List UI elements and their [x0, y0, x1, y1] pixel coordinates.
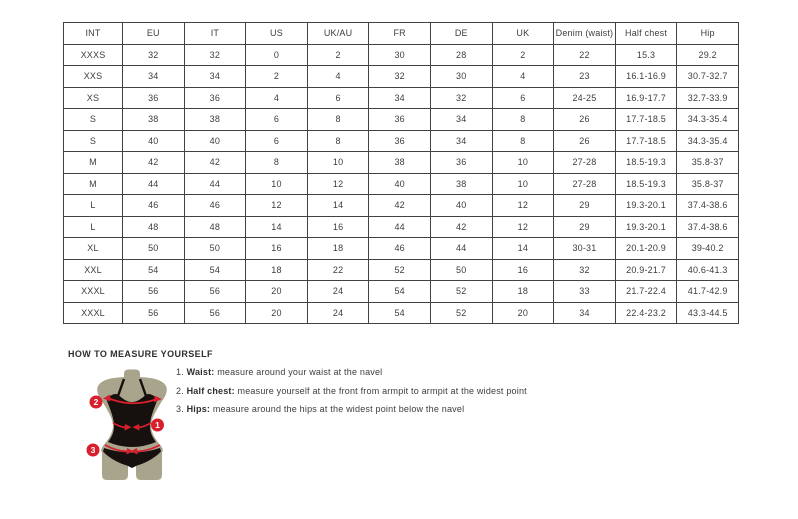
- table-cell: 38: [369, 152, 431, 174]
- table-cell: 40.6-41.3: [677, 259, 739, 281]
- table-cell: 52: [369, 259, 431, 281]
- table-cell: 27-28: [554, 152, 616, 174]
- table-cell: S: [64, 109, 123, 131]
- table-cell: 40: [430, 195, 492, 217]
- column-header: Denim (waist): [554, 23, 616, 45]
- table-cell: 34: [184, 66, 246, 88]
- table-cell: 10: [307, 152, 369, 174]
- table-cell: 6: [246, 109, 308, 131]
- table-cell: 34.3-35.4: [677, 130, 739, 152]
- table-cell: 56: [184, 302, 246, 324]
- table-cell: 33: [554, 281, 616, 303]
- table-cell: 30: [430, 66, 492, 88]
- table-cell: 4: [246, 87, 308, 109]
- step-item: [176, 367, 527, 378]
- table-cell: 12: [492, 195, 554, 217]
- table-cell: 24-25: [554, 87, 616, 109]
- table-cell: 34: [123, 66, 185, 88]
- table-cell: 26: [554, 109, 616, 131]
- column-header: EU: [123, 23, 185, 45]
- table-cell: 2: [492, 44, 554, 66]
- table-cell: S: [64, 130, 123, 152]
- table-cell: 46: [123, 195, 185, 217]
- table-cell: 29: [554, 195, 616, 217]
- table-row: [64, 66, 739, 88]
- table-cell: 54: [369, 281, 431, 303]
- step-description: measure around the hips at the widest point below the navel: [212, 404, 465, 414]
- column-header: FR: [369, 23, 431, 45]
- table-cell: 16: [307, 216, 369, 238]
- table-cell: 23: [554, 66, 616, 88]
- column-header: IT: [184, 23, 246, 45]
- table-cell: 54: [184, 259, 246, 281]
- table-row: [64, 152, 739, 174]
- step-term: Half chest:: [186, 385, 235, 396]
- table-cell: XXXL: [64, 302, 123, 324]
- table-cell: 48: [184, 216, 246, 238]
- table-cell: 34.3-35.4: [677, 109, 739, 131]
- table-cell: 36: [184, 87, 246, 109]
- table-cell: 29: [554, 216, 616, 238]
- table-cell: 21.7-22.4: [615, 281, 677, 303]
- table-cell: 19.3-20.1: [615, 195, 677, 217]
- table-cell: 4: [307, 66, 369, 88]
- table-cell: 41.7-42.9: [677, 281, 739, 303]
- table-row: [64, 87, 739, 109]
- table-cell: 14: [492, 238, 554, 260]
- table-cell: 37.4-38.6: [677, 195, 739, 217]
- table-cell: XXXS: [64, 44, 123, 66]
- table-cell: 20.9-21.7: [615, 259, 677, 281]
- table-cell: 15.3: [615, 44, 677, 66]
- table-cell: 50: [430, 259, 492, 281]
- table-cell: 56: [123, 281, 185, 303]
- table-row: [64, 173, 739, 195]
- table-cell: 29.2: [677, 44, 739, 66]
- table-row: [64, 281, 739, 303]
- table-row: [64, 302, 739, 324]
- table-cell: 50: [123, 238, 185, 260]
- table-cell: 12: [246, 195, 308, 217]
- marker-2-label: 2: [93, 397, 99, 407]
- table-row: [64, 130, 739, 152]
- step-number: 1.: [176, 367, 184, 377]
- table-cell: 17.7-18.5: [615, 109, 677, 131]
- table-cell: 18: [307, 238, 369, 260]
- step-item: [176, 404, 527, 415]
- table-cell: 34: [430, 109, 492, 131]
- table-cell: 20: [492, 302, 554, 324]
- table-cell: 6: [246, 130, 308, 152]
- table-cell: 42: [369, 195, 431, 217]
- table-cell: 10: [246, 173, 308, 195]
- table-cell: 16.9-17.7: [615, 87, 677, 109]
- table-cell: 2: [246, 66, 308, 88]
- table-cell: XL: [64, 238, 123, 260]
- table-cell: 14: [307, 195, 369, 217]
- table-cell: 14: [246, 216, 308, 238]
- size-chart-body: [64, 44, 739, 324]
- table-cell: 28: [430, 44, 492, 66]
- table-row: [64, 44, 739, 66]
- table-cell: XXL: [64, 259, 123, 281]
- table-cell: 46: [369, 238, 431, 260]
- table-cell: 18: [246, 259, 308, 281]
- table-cell: 42: [430, 216, 492, 238]
- table-row: [64, 216, 739, 238]
- size-chart-header-row: [64, 23, 739, 45]
- table-row: [64, 195, 739, 217]
- table-cell: M: [64, 152, 123, 174]
- step-description: measure yourself at the front from armpit to armpit at the widest point: [237, 385, 527, 396]
- table-cell: 40: [184, 130, 246, 152]
- table-cell: 30: [369, 44, 431, 66]
- table-cell: 38: [184, 109, 246, 131]
- table-cell: 26: [554, 130, 616, 152]
- size-chart-table: [63, 22, 739, 324]
- step-term: Waist:: [186, 367, 215, 377]
- table-cell: 50: [184, 238, 246, 260]
- table-cell: 40: [369, 173, 431, 195]
- column-header: Hip: [677, 23, 739, 45]
- table-cell: 35.8-37: [677, 152, 739, 174]
- table-cell: 40: [123, 130, 185, 152]
- table-cell: 32: [184, 44, 246, 66]
- table-cell: 36: [369, 109, 431, 131]
- table-cell: 32: [369, 66, 431, 88]
- table-cell: 12: [492, 216, 554, 238]
- table-cell: 37.4-38.6: [677, 216, 739, 238]
- table-cell: 8: [307, 109, 369, 131]
- step-term: Hips:: [186, 404, 211, 414]
- table-cell: 20: [246, 302, 308, 324]
- table-cell: 18.5-19.3: [615, 173, 677, 195]
- table-cell: 22.4-23.2: [615, 302, 677, 324]
- table-header-row: [64, 23, 739, 45]
- table-cell: 42: [184, 152, 246, 174]
- table-cell: 34: [554, 302, 616, 324]
- table-cell: 46: [184, 195, 246, 217]
- table-cell: 20.1-20.9: [615, 238, 677, 260]
- table-cell: 48: [123, 216, 185, 238]
- table-cell: 16: [492, 259, 554, 281]
- table-cell: 36: [430, 152, 492, 174]
- table-cell: 32: [123, 44, 185, 66]
- table-cell: 22: [307, 259, 369, 281]
- table-row: [64, 109, 739, 131]
- table-cell: 17.7-18.5: [615, 130, 677, 152]
- table-cell: 35.8-37: [677, 173, 739, 195]
- table-row: [64, 259, 739, 281]
- step-description: measure around your waist at the navel: [217, 367, 383, 377]
- table-cell: 8: [307, 130, 369, 152]
- table-cell: 32: [430, 87, 492, 109]
- table-cell: 52: [430, 281, 492, 303]
- table-cell: 54: [369, 302, 431, 324]
- table-cell: 16: [246, 238, 308, 260]
- table-cell: XXS: [64, 66, 123, 88]
- marker-3-label: 3: [90, 445, 96, 455]
- column-header: UK: [492, 23, 554, 45]
- table-cell: 10: [492, 173, 554, 195]
- table-cell: 44: [184, 173, 246, 195]
- table-cell: M: [64, 173, 123, 195]
- table-cell: 24: [307, 302, 369, 324]
- table-row: [64, 238, 739, 260]
- table-cell: 38: [430, 173, 492, 195]
- table-cell: 22: [554, 44, 616, 66]
- table-cell: 27-28: [554, 173, 616, 195]
- column-header: INT: [64, 23, 123, 45]
- table-cell: 39-40.2: [677, 238, 739, 260]
- table-cell: 30-31: [554, 238, 616, 260]
- table-cell: 56: [123, 302, 185, 324]
- column-header: Half chest: [615, 23, 677, 45]
- table-cell: 44: [369, 216, 431, 238]
- table-cell: 2: [307, 44, 369, 66]
- table-cell: 44: [123, 173, 185, 195]
- table-cell: 30.7-32.7: [677, 66, 739, 88]
- table-cell: 16.1-16.9: [615, 66, 677, 88]
- mannequin-illustration: [80, 368, 182, 502]
- table-cell: 44: [430, 238, 492, 260]
- table-cell: 34: [369, 87, 431, 109]
- measure-heading: HOW TO MEASURE YOURSELF: [68, 349, 213, 359]
- table-cell: 8: [492, 130, 554, 152]
- table-cell: 38: [123, 109, 185, 131]
- step-item: [176, 386, 527, 397]
- table-cell: 4: [492, 66, 554, 88]
- table-cell: 6: [307, 87, 369, 109]
- table-cell: 36: [123, 87, 185, 109]
- size-chart-section: [63, 22, 739, 324]
- step-number: 2.: [176, 385, 184, 396]
- marker-1-label: 1: [155, 420, 160, 430]
- table-cell: 52: [430, 302, 492, 324]
- table-cell: 12: [307, 173, 369, 195]
- table-cell: 18.5-19.3: [615, 152, 677, 174]
- table-cell: 56: [184, 281, 246, 303]
- table-cell: 32: [554, 259, 616, 281]
- table-cell: 10: [492, 152, 554, 174]
- table-cell: 19.3-20.1: [615, 216, 677, 238]
- table-cell: 8: [492, 109, 554, 131]
- table-cell: 42: [123, 152, 185, 174]
- table-cell: 34: [430, 130, 492, 152]
- table-cell: 32.7-33.9: [677, 87, 739, 109]
- table-cell: XS: [64, 87, 123, 109]
- step-number: 3.: [176, 404, 184, 414]
- table-cell: 36: [369, 130, 431, 152]
- column-header: US: [246, 23, 308, 45]
- table-cell: 18: [492, 281, 554, 303]
- table-cell: 6: [492, 87, 554, 109]
- column-header: UK/AU: [307, 23, 369, 45]
- table-cell: 0: [246, 44, 308, 66]
- table-cell: 8: [246, 152, 308, 174]
- table-cell: 43.3-44.5: [677, 302, 739, 324]
- table-cell: 54: [123, 259, 185, 281]
- table-cell: L: [64, 195, 123, 217]
- table-cell: 24: [307, 281, 369, 303]
- table-cell: L: [64, 216, 123, 238]
- measure-steps: [176, 367, 527, 423]
- column-header: DE: [430, 23, 492, 45]
- table-cell: 20: [246, 281, 308, 303]
- table-cell: XXXL: [64, 281, 123, 303]
